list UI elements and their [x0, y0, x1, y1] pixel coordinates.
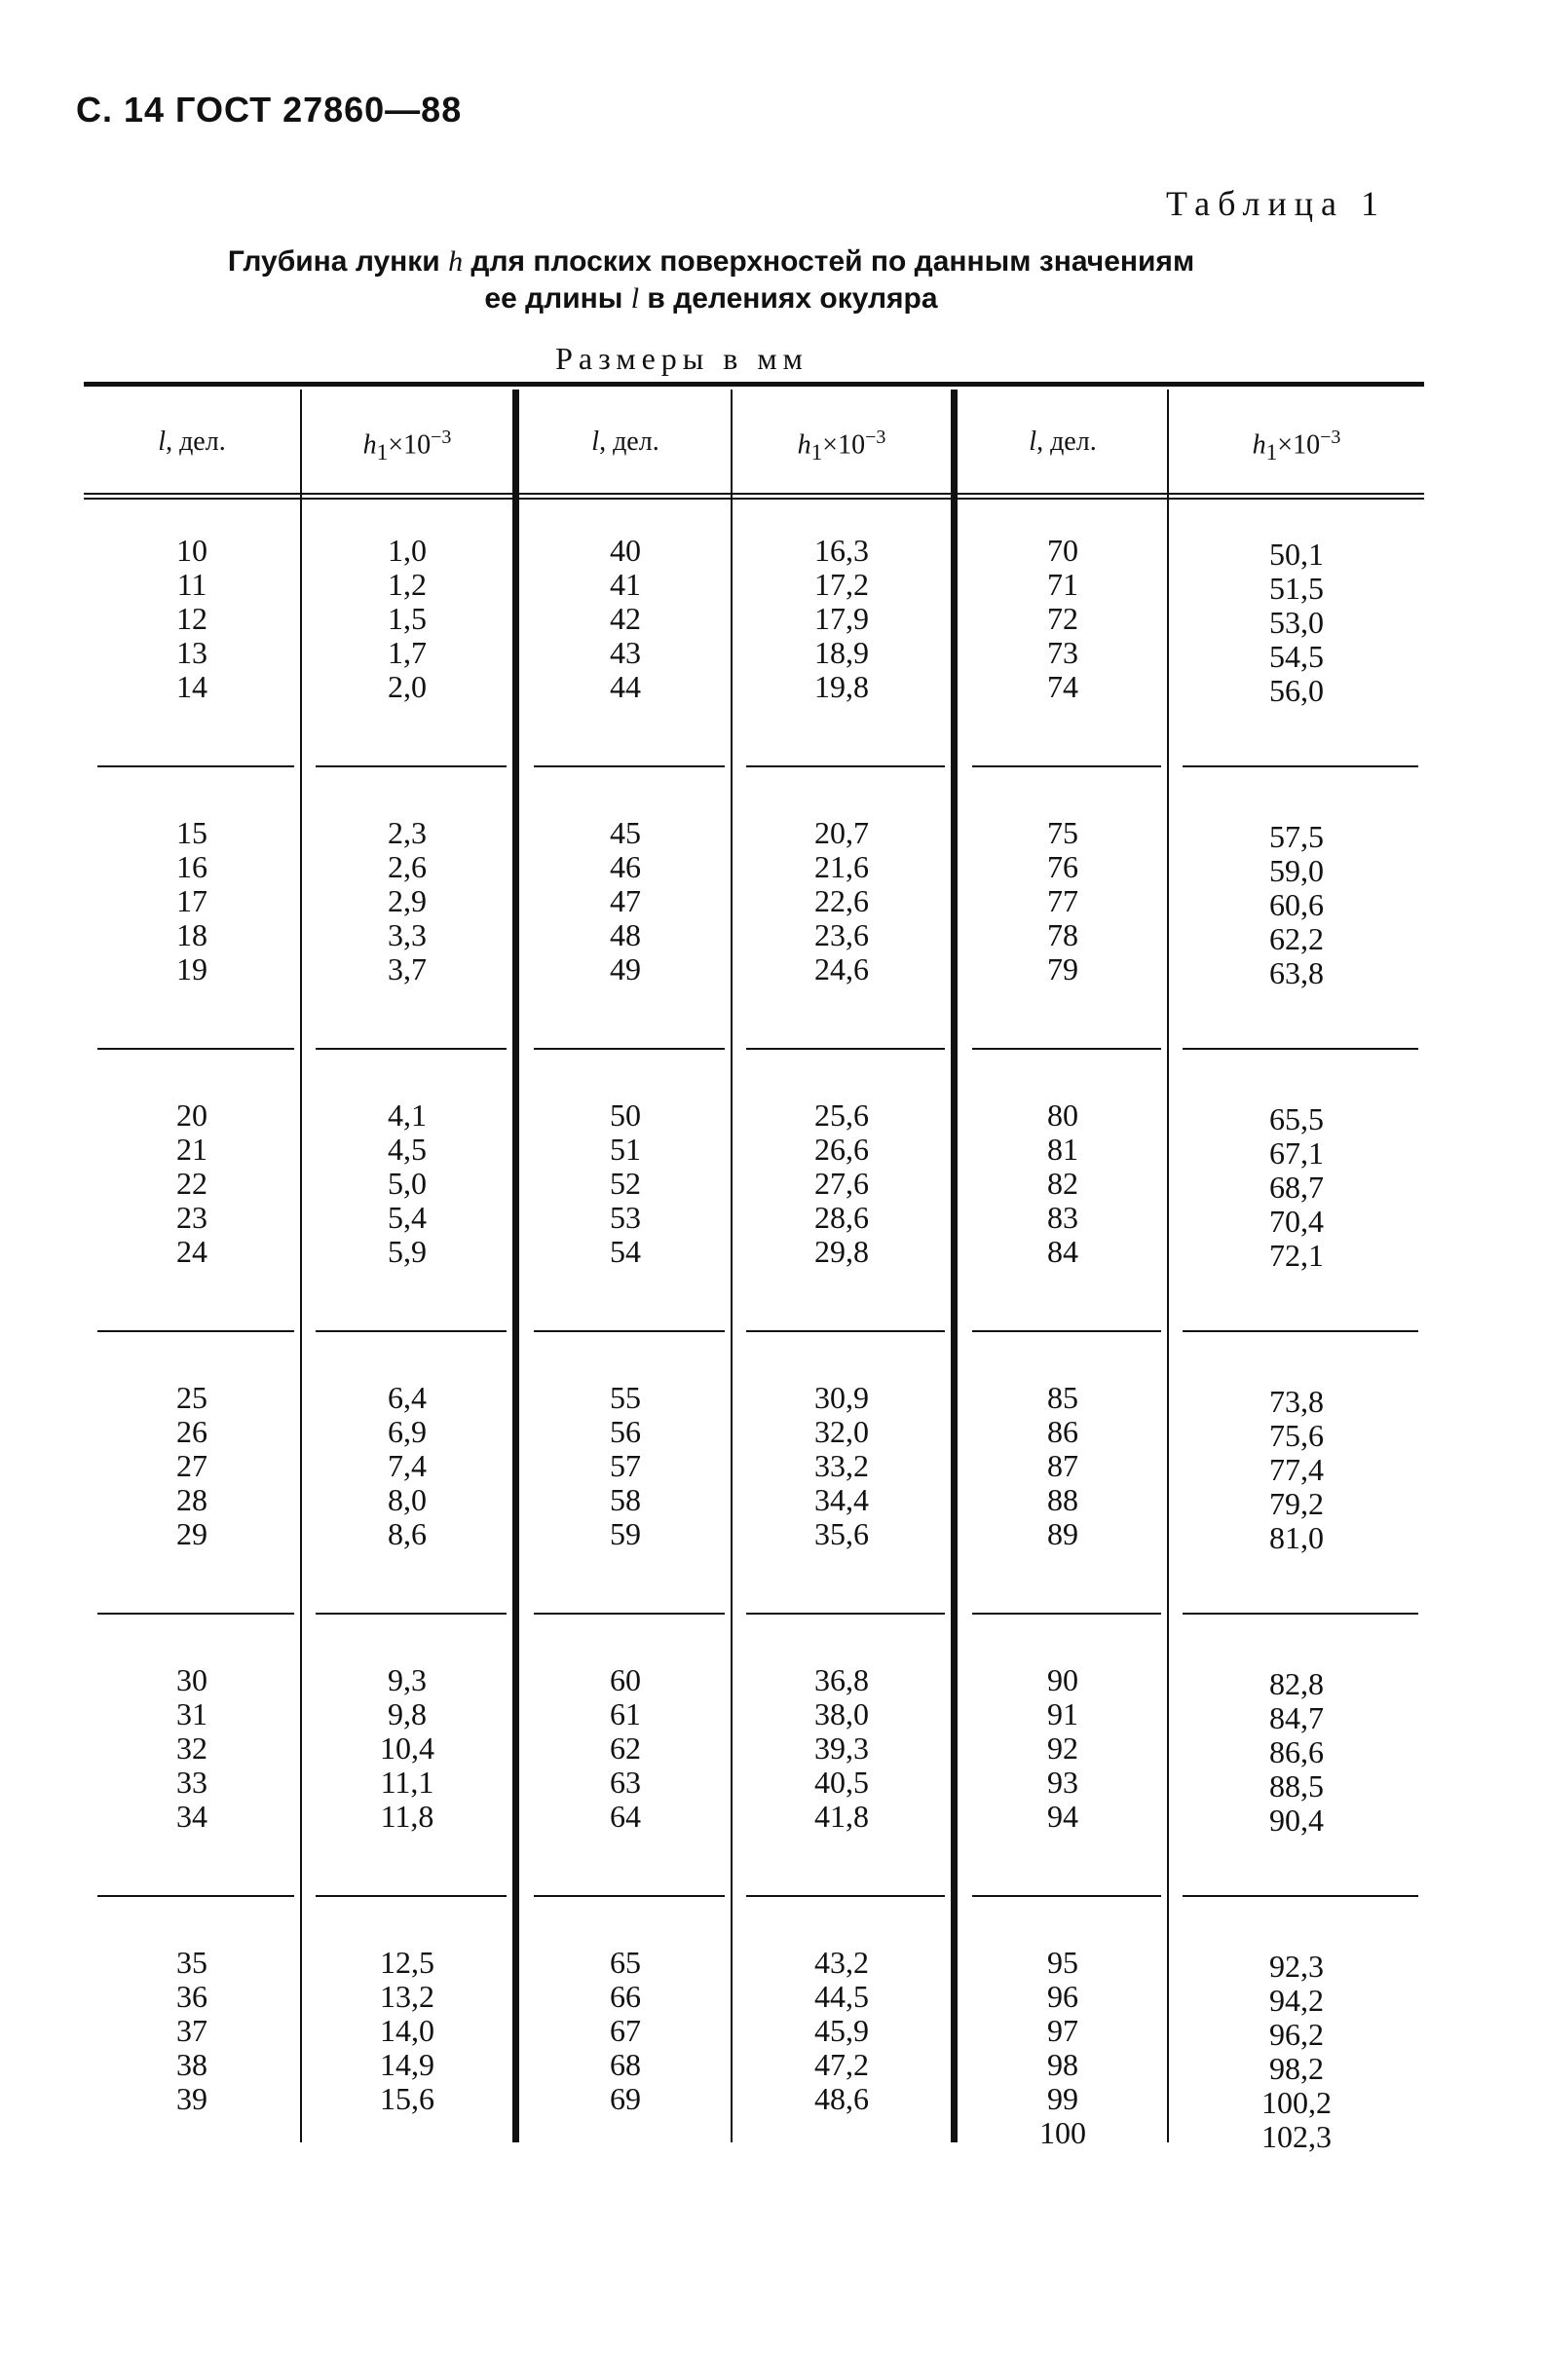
table-cell: 26	[176, 1414, 207, 1449]
block-separator	[316, 765, 507, 767]
table-cell: 24,6	[814, 951, 869, 986]
table-cell: 90,4	[1269, 1803, 1324, 1838]
block-separator	[746, 1048, 945, 1050]
column-l1-block-3	[84, 1098, 300, 1269]
block-separator	[316, 1613, 507, 1615]
table-cell: 68,7	[1269, 1170, 1324, 1205]
table-cell: 63,8	[1269, 955, 1324, 990]
table-cell: 1,2	[388, 567, 427, 602]
block-separator	[746, 1330, 945, 1332]
table-cell: 102,3	[1261, 2119, 1332, 2154]
column-l1-block-5	[84, 1663, 300, 1834]
table-cell: 6,9	[388, 1414, 427, 1449]
table-cell: 53,0	[1269, 605, 1324, 640]
column-l2-block-6	[520, 1946, 731, 2116]
table-cell: 94,2	[1269, 1983, 1324, 2018]
table-cell: 44	[610, 669, 641, 704]
table-cell: 43	[610, 635, 641, 670]
table-cell: 13,2	[380, 1979, 434, 2014]
table-cell: 1,7	[388, 635, 427, 670]
table-cell: 61	[610, 1696, 641, 1731]
table-cell: 34	[176, 1799, 207, 1834]
table-cell: 4,5	[388, 1132, 427, 1167]
table-cell: 25	[176, 1380, 207, 1415]
table-cell: 82	[1047, 1166, 1078, 1201]
table-cell: 4,1	[388, 1097, 427, 1133]
table-cell: 17,9	[814, 601, 869, 636]
block-separator	[97, 1895, 294, 1897]
table-cell: 1,0	[388, 533, 427, 568]
block-separator	[746, 1895, 945, 1897]
table-cell: 42	[610, 601, 641, 636]
column-h2-block-2	[733, 816, 951, 986]
table-cell: 44,5	[814, 1979, 869, 2014]
table-cell: 60,6	[1269, 887, 1324, 922]
table-cell: 57	[610, 1448, 641, 1483]
table-cell: 85	[1047, 1380, 1078, 1415]
table-cell: 10	[176, 533, 207, 568]
table-cell: 62,2	[1269, 921, 1324, 956]
table-cell: 67	[610, 2013, 641, 2048]
table-cell: 86	[1047, 1414, 1078, 1449]
column-l2-block-3	[520, 1098, 731, 1269]
table-cell: 75,6	[1269, 1418, 1324, 1453]
table-cell: 93	[1047, 1765, 1078, 1800]
header-l-3: l, дел.	[1029, 427, 1097, 457]
table-cell: 21	[176, 1132, 207, 1167]
block-separator	[746, 765, 945, 767]
table-cell: 38,0	[814, 1696, 869, 1731]
table-cell: 22,6	[814, 883, 869, 918]
table-cell: 54	[610, 1234, 641, 1269]
table-cell: 2,0	[388, 669, 427, 704]
block-separator	[534, 1895, 725, 1897]
column-h3-block-1	[1169, 538, 1424, 708]
table-cell: 92,3	[1269, 1949, 1324, 1984]
table-cell: 84	[1047, 1234, 1078, 1269]
column-h3-block-3	[1169, 1102, 1424, 1273]
table-cell: 16	[176, 849, 207, 884]
table-cell: 17,2	[814, 567, 869, 602]
table-cell: 11,8	[380, 1799, 434, 1834]
table-cell: 86,6	[1269, 1734, 1324, 1769]
column-l2-block-4	[520, 1381, 731, 1551]
table-cell: 23,6	[814, 917, 869, 952]
block-separator	[534, 1330, 725, 1332]
table-cell: 51,5	[1269, 571, 1324, 606]
block-separator	[1183, 765, 1418, 767]
table-cell: 70	[1047, 533, 1078, 568]
block-separator	[746, 1613, 945, 1615]
table-cell: 36	[176, 1979, 207, 2014]
column-l1-block-2	[84, 816, 300, 986]
table-cell: 90	[1047, 1662, 1078, 1697]
column-h1-block-5	[302, 1663, 512, 1834]
table-cell: 3,7	[388, 951, 427, 986]
group-divider	[512, 390, 519, 2142]
column-h1-block-3	[302, 1098, 512, 1269]
table-cell: 78	[1047, 917, 1078, 952]
table-cell: 22	[176, 1166, 207, 1201]
table-cell: 2,6	[388, 849, 427, 884]
table-cell: 67,1	[1269, 1135, 1324, 1171]
table-cell: 6,4	[388, 1380, 427, 1415]
block-separator	[972, 1330, 1161, 1332]
table-cell: 16,3	[814, 533, 869, 568]
block-separator	[316, 1048, 507, 1050]
header-h-1: $h_1\times 10^{-3}$	[362, 427, 452, 465]
table-cell: 45	[610, 815, 641, 850]
table-cell: 25,6	[814, 1097, 869, 1133]
block-separator	[534, 1613, 725, 1615]
table-cell: 91	[1047, 1696, 1078, 1731]
table-cell: 29	[176, 1516, 207, 1551]
table-cell: 28	[176, 1482, 207, 1517]
table-cell: 21,6	[814, 849, 869, 884]
header-bottom-rule	[84, 493, 1424, 500]
table-cell: 56	[610, 1414, 641, 1449]
table-cell: 3,3	[388, 917, 427, 952]
table-cell: 73,8	[1269, 1384, 1324, 1419]
table-cell: 96,2	[1269, 2017, 1324, 2052]
column-h1-block-1	[302, 534, 512, 704]
table-cell: 68	[610, 2047, 641, 2082]
column-l1-block-6	[84, 1946, 300, 2116]
table-cell: 9,3	[388, 1662, 427, 1697]
table-cell: 77,4	[1269, 1452, 1324, 1487]
table-cell: 11,1	[380, 1765, 434, 1800]
column-h2-block-4	[733, 1381, 951, 1551]
block-separator	[1183, 1895, 1418, 1897]
table-cell: 32,0	[814, 1414, 869, 1449]
block-separator	[1183, 1048, 1418, 1050]
table-cell: 49	[610, 951, 641, 986]
column-h1-block-6	[302, 1946, 512, 2116]
table-cell: 18	[176, 917, 207, 952]
column-l3-block-1	[959, 534, 1167, 704]
table-cell: 41	[610, 567, 641, 602]
table-cell: 19,8	[814, 669, 869, 704]
column-l3-block-5	[959, 1663, 1167, 1834]
table-cell: 70,4	[1269, 1204, 1324, 1239]
table-cell: 38	[176, 2047, 207, 2082]
table-cell: 96	[1047, 1979, 1078, 2014]
table-cell: 9,8	[388, 1696, 427, 1731]
column-l3-block-6	[959, 1946, 1167, 2150]
table-cell: 84,7	[1269, 1700, 1324, 1735]
header-l-1: l, дел.	[158, 427, 226, 457]
table-cell: 32	[176, 1730, 207, 1766]
table-cell: 35,6	[814, 1516, 869, 1551]
table-cell: 80	[1047, 1097, 1078, 1133]
table-cell: 27,6	[814, 1166, 869, 1201]
table-cell: 47	[610, 883, 641, 918]
table-cell: 43,2	[814, 1945, 869, 1980]
table-cell: 18,9	[814, 635, 869, 670]
page-header: С. 14 ГОСТ 27860—88	[76, 90, 463, 130]
table-cell: 59,0	[1269, 853, 1324, 888]
table-title	[127, 243, 1296, 317]
table-cell: 5,9	[388, 1234, 427, 1269]
table-cell: 1,5	[388, 601, 427, 636]
table-cell: 15	[176, 815, 207, 850]
table-cell: 46	[610, 849, 641, 884]
block-separator	[972, 1895, 1161, 1897]
table-cell: 28,6	[814, 1200, 869, 1235]
column-h3-block-4	[1169, 1385, 1424, 1555]
table-cell: 37	[176, 2013, 207, 2048]
table-cell: 2,3	[388, 815, 427, 850]
column-l3-block-3	[959, 1098, 1167, 1269]
table-cell: 65	[610, 1945, 641, 1980]
table-cell: 35	[176, 1945, 207, 1980]
column-h2-block-5	[733, 1663, 951, 1834]
column-l1-block-1	[84, 534, 300, 704]
table-cell: 27	[176, 1448, 207, 1483]
table-cell: 8,0	[388, 1482, 427, 1517]
table-cell: 92	[1047, 1730, 1078, 1766]
table-cell: 11	[176, 567, 207, 602]
table-cell: 8,6	[388, 1516, 427, 1551]
table-cell: 39,3	[814, 1730, 869, 1766]
table-cell: 51	[610, 1132, 641, 1167]
table-cell: 14,0	[380, 2013, 434, 2048]
table-cell: 97	[1047, 2013, 1078, 2048]
table-cell: 79	[1047, 951, 1078, 986]
table-cell: 14	[176, 669, 207, 704]
table-cell: 13	[176, 635, 207, 670]
table-cell: 69	[610, 2081, 641, 2116]
table-cell: 94	[1047, 1799, 1078, 1834]
table-cell: 95	[1047, 1945, 1078, 1980]
table-cell: 5,0	[388, 1166, 427, 1201]
table-cell: 40	[610, 533, 641, 568]
block-separator	[97, 1613, 294, 1615]
table-cell: 50	[610, 1097, 641, 1133]
table-cell: 10,4	[380, 1730, 434, 1766]
table-cell: 48	[610, 917, 641, 952]
table-cell: 26,6	[814, 1132, 869, 1167]
table-cell: 47,2	[814, 2047, 869, 2082]
column-h2-block-6	[733, 1946, 951, 2116]
column-l2-block-1	[520, 534, 731, 704]
table-cell: 98,2	[1269, 2051, 1324, 2086]
table-cell: 56,0	[1269, 673, 1324, 708]
table-cell: 7,4	[388, 1448, 427, 1483]
table-cell: 58	[610, 1482, 641, 1517]
table-cell: 55	[610, 1380, 641, 1415]
table-cell: 73	[1047, 635, 1078, 670]
table-cell: 63	[610, 1765, 641, 1800]
table-cell: 17	[176, 883, 207, 918]
table-cell: 34,4	[814, 1482, 869, 1517]
table-cell: 41,8	[814, 1799, 869, 1834]
column-h3-block-6	[1169, 1950, 1424, 2154]
table-cell: 99	[1047, 2081, 1078, 2116]
table-cell: 66	[610, 1979, 641, 2014]
table-cell: 40,5	[814, 1765, 869, 1800]
table-cell: 19	[176, 951, 207, 986]
table-cell: 65,5	[1269, 1101, 1324, 1136]
table-cell: 52	[610, 1166, 641, 1201]
table-cell: 20,7	[814, 815, 869, 850]
table-cell: 31	[176, 1696, 207, 1731]
table-cell: 74	[1047, 669, 1078, 704]
table-cell: 33,2	[814, 1448, 869, 1483]
column-l2-block-5	[520, 1663, 731, 1834]
title-line-1: Глубина лунки h для плоских поверхностей по данным значениям	[227, 245, 1195, 278]
block-separator	[316, 1330, 507, 1332]
block-separator	[316, 1895, 507, 1897]
block-separator	[972, 1048, 1161, 1050]
table-cell: 100,2	[1261, 2085, 1332, 2120]
column-h1-block-2	[302, 816, 512, 986]
column-l3-block-4	[959, 1381, 1167, 1551]
block-separator	[534, 765, 725, 767]
table-cell: 81	[1047, 1132, 1078, 1167]
table-cell: 79,2	[1269, 1486, 1324, 1521]
table-cell: 30,9	[814, 1380, 869, 1415]
table-top-rule	[84, 382, 1424, 387]
column-l3-block-2	[959, 816, 1167, 986]
table-cell: 2,9	[388, 883, 427, 918]
table-cell: 83	[1047, 1200, 1078, 1235]
table-cell: 72,1	[1269, 1238, 1324, 1273]
table-cell: 5,4	[388, 1200, 427, 1235]
column-h2-block-1	[733, 534, 951, 704]
table-cell: 14,9	[380, 2047, 434, 2082]
table-cell: 45,9	[814, 2013, 869, 2048]
table-cell: 12,5	[380, 1945, 434, 1980]
column-l2-block-2	[520, 816, 731, 986]
table-cell: 88	[1047, 1482, 1078, 1517]
table-cell: 64	[610, 1799, 641, 1834]
table-cell: 59	[610, 1516, 641, 1551]
block-separator	[97, 765, 294, 767]
table-cell: 75	[1047, 815, 1078, 850]
table-label: Таблица 1	[1166, 184, 1386, 223]
column-h3-block-5	[1169, 1667, 1424, 1838]
table-cell: 82,8	[1269, 1666, 1324, 1701]
table-cell: 89	[1047, 1516, 1078, 1551]
block-separator	[1183, 1613, 1418, 1615]
group-divider	[951, 390, 958, 2142]
table-cell: 76	[1047, 849, 1078, 884]
table-cell: 60	[610, 1662, 641, 1697]
column-l1-block-4	[84, 1381, 300, 1551]
table-cell: 48,6	[814, 2081, 869, 2116]
table-cell: 53	[610, 1200, 641, 1235]
header-l-2: l, дел.	[591, 427, 659, 457]
column-h2-block-3	[733, 1098, 951, 1269]
block-separator	[97, 1330, 294, 1332]
table-cell: 62	[610, 1730, 641, 1766]
table-cell: 54,5	[1269, 639, 1324, 674]
table-cell: 33	[176, 1765, 207, 1800]
table-cell: 71	[1047, 567, 1078, 602]
title-line-2: ее длины l в делениях окуляра	[484, 282, 938, 315]
block-separator	[1183, 1330, 1418, 1332]
table-cell: 57,5	[1269, 819, 1324, 854]
block-separator	[97, 1048, 294, 1050]
table-cell: 24	[176, 1234, 207, 1269]
block-separator	[534, 1048, 725, 1050]
block-separator	[972, 765, 1161, 767]
column-h3-block-2	[1169, 820, 1424, 990]
table-cell: 36,8	[814, 1662, 869, 1697]
table-cell: 87	[1047, 1448, 1078, 1483]
table-cell: 50,1	[1269, 537, 1324, 572]
header-h-3: $h_1\times 10^{-3}$	[1252, 427, 1341, 465]
block-separator	[972, 1613, 1161, 1615]
table-cell: 81,0	[1269, 1520, 1324, 1555]
table-cell: 72	[1047, 601, 1078, 636]
table-cell: 12	[176, 601, 207, 636]
table-cell: 15,6	[380, 2081, 434, 2116]
table-cell: 20	[176, 1097, 207, 1133]
column-h1-block-4	[302, 1381, 512, 1551]
table-cell: 29,8	[814, 1234, 869, 1269]
header-h-2: $h_1\times 10^{-3}$	[797, 427, 886, 465]
table-cell: 39	[176, 2081, 207, 2116]
table-cell: 98	[1047, 2047, 1078, 2082]
table-cell: 23	[176, 1200, 207, 1235]
table-cell: 100	[1039, 2115, 1086, 2150]
table-cell: 88,5	[1269, 1768, 1324, 1804]
units-caption: Размеры в мм	[555, 341, 809, 376]
table-cell: 30	[176, 1662, 207, 1697]
table-cell: 77	[1047, 883, 1078, 918]
